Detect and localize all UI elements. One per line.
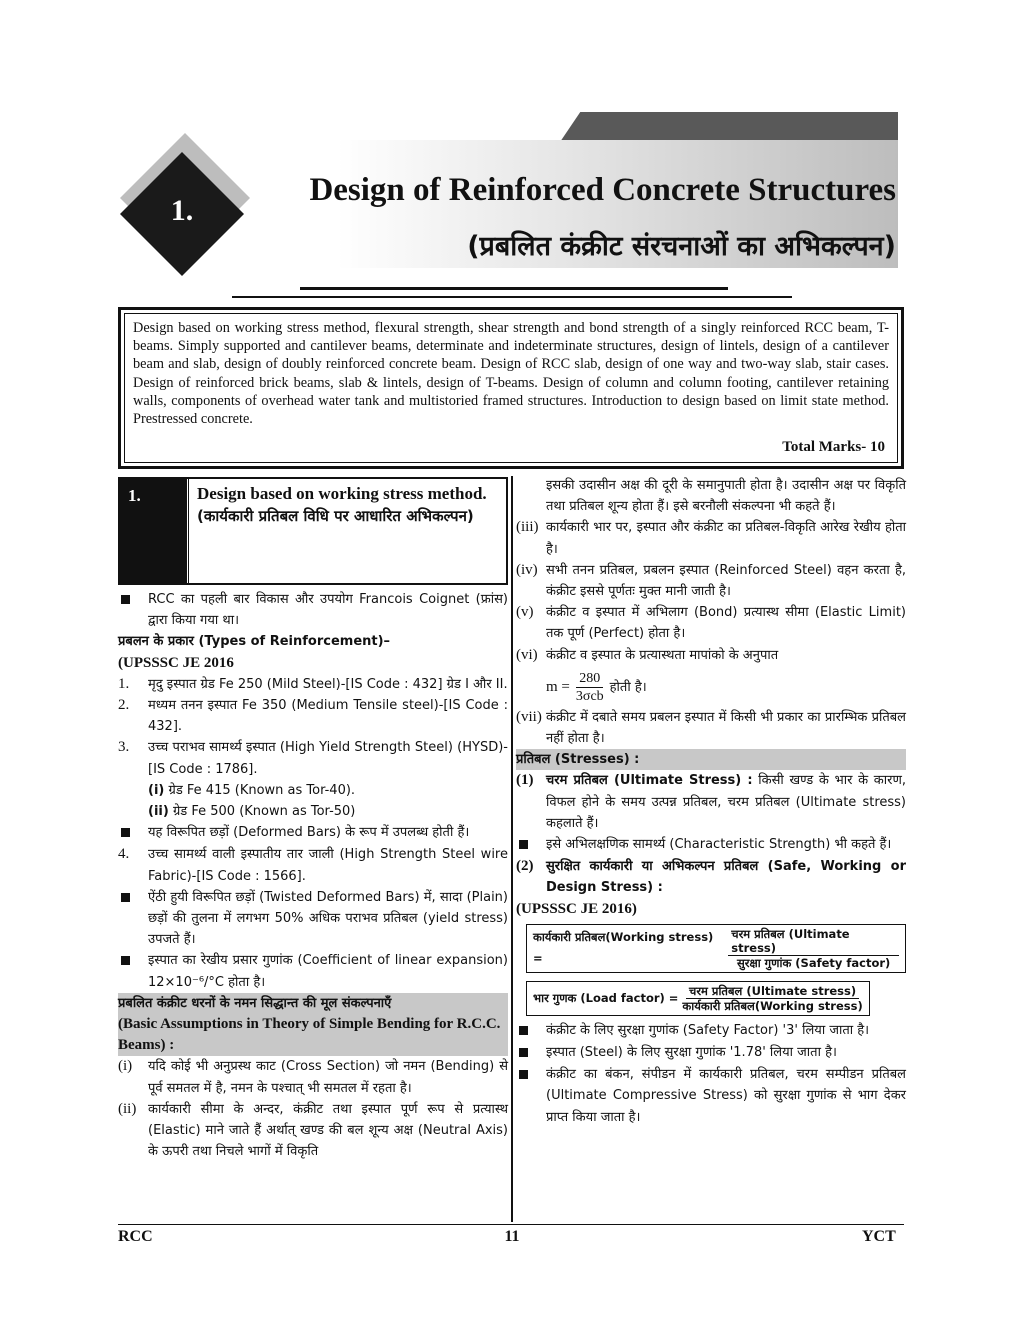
list-item: 3. उच्च पराभव सामर्थ्य इस्पात (High Yield Strength Steel) (HYSD)-[IS Code : 1786]. — [118, 739, 508, 777]
list-item: (iv) सभी तनन प्रतिबल, प्रबलन इस्पात (Reinforced Steel) वहन करता है, कंक्रीट इससे पूर्णतः मुक्त मानी जाती है। — [516, 561, 906, 600]
bullet-icon — [121, 828, 130, 837]
bullet-icon — [519, 1048, 528, 1057]
list-item: (ii) कार्यकारी सीमा के अन्दर, कंक्रीट तथा इस्पात पूर्ण रूप से प्रत्यास्थ (Elastic) माने जाते हैं अर्थात् खण्ड की बल शून्य अक्ष (Neutral Axis) के ऊपरी तथा निचले भागों में विकृति — [118, 1100, 508, 1160]
bullet-icon — [519, 1026, 528, 1035]
bullet-icon — [121, 595, 130, 604]
column-divider — [511, 476, 513, 1222]
list-item: (vii) कंक्रीट में दबाते समय प्रबलन इस्पात में किसी भी प्रकार का प्रारम्भिक प्रतिबल नहीं होता है। — [516, 708, 906, 747]
bullet-item: कंक्रीट के लिए सुरक्षा गुणांक (Safety Factor) '3' लिया जाता है। — [516, 1020, 906, 1042]
list-item: (2) सुरक्षित कार्यकारी या अभिकल्पन प्रतिबल (Safe, Working or Design Stress) : — [516, 858, 906, 896]
exam-reference: (UPSSSC JE 2016) — [516, 900, 637, 917]
modular-ratio-formula: m = $\frac{280}{\text{3σcb}}$ होती है। — [546, 670, 647, 704]
continued-text: इसकी उदासीन अक्ष की दूरी के समानुपाती होता है। उदासीन अक्ष पर विकृति तथा प्रतिबल शून्य होता हैं। इसे बरनौली संकल्पना भी कहते हैं। — [546, 478, 906, 515]
bullet-icon — [121, 893, 130, 902]
list-item: (i) यदि कोई भी अनुप्रस्थ काट (Cross Section) जो नमन (Bending) से पूर्व समतल में है, नमन के पश्चात् भी समतल में रहता है। — [118, 1058, 508, 1096]
bullet-item: इस्पात का रेखीय प्रसार गुणांक (Coefficient of linear expansion) 12×10⁻⁶/°C होता है। — [118, 950, 508, 992]
shaded-heading: प्रबलित कंक्रीट धरनों के नमन सिद्धान्त की मूल संकल्पनाएँ (Basic Assumptions in Theory of Simple Bending for R.C.C. Beams) : — [118, 993, 508, 1057]
chapter-title-hi: (प्रबलित कंक्रीट संरचनाओं का अभिकल्पन) — [467, 231, 896, 262]
exam-reference: (UPSSSC JE 2016 — [118, 654, 234, 671]
header-rule — [300, 287, 728, 290]
header-rule — [232, 296, 792, 298]
section-number: 1. — [120, 479, 186, 583]
header-stripe — [560, 112, 898, 142]
page-number: 11 — [504, 1228, 520, 1245]
syllabus-box — [124, 313, 898, 463]
bullet-item: RCC का पहली बार विकास और उपयोग Francois Coignet (फ्रांस) द्वारा किया गया था। — [118, 589, 508, 631]
chapter-number: 1. — [170, 194, 194, 227]
chapter-title-en: Design of Reinforced Concrete Structures — [309, 172, 896, 208]
footer-left: RCC — [118, 1228, 153, 1245]
list-item: (v) कंक्रीट व इस्पात में अभिलाग (Bond) प्रत्यास्थ सीमा (Elastic Limit) तक पूर्ण (Perfect) होता है। — [516, 604, 906, 642]
right-column — [516, 475, 906, 1128]
bullet-item: इस्पात (Steel) के लिए सुरक्षा गुणांक '1.78' लिया जाता है। — [516, 1042, 906, 1064]
list-item: 4. उच्च सामर्थ्य वाली इस्पातीय तार जाली (High Strength Steel wire Fabric)-[IS Code : 1566]. — [118, 846, 508, 884]
shaded-heading: प्रतिबल (Stresses) : — [516, 749, 906, 770]
bullet-item: ऐंठी हुयी विरूपित छड़ों (Twisted Deformed Bars) में, सादा (Plain) छड़ों की तुलना में लगभग 50% अधिक पराभव प्रतिबल (yield stress) उपजते हैं। — [118, 887, 508, 951]
section-title-hi: (कार्यकारी प्रतिबल विधि पर आधारित अभिकल्पन) — [197, 507, 474, 525]
bullet-item: कंक्रीट का बंकन, संपीडन में कार्यकारी प्रतिबल, चरम सम्पीडन प्रतिबल (Ultimate Compressive Stress) को सुरक्षा गुणांक से भाग देकर प्राप्त किया जाता है। — [516, 1064, 906, 1128]
load-factor-formula: भार गुणक (Load factor) = $\frac{\text{चरम प्रतिबल (Ultimate stress)}}{\text{कार्यकारी प्रतिबल(Working stress)}}$ — [526, 981, 870, 1016]
working-stress-formula: कार्यकारी प्रतिबल(Working stress) = $\frac{\text{चरम प्रतिबल (Ultimate stress)}}{\text{सुरक्षा गुणांक (Safety factor)}}$ — [526, 924, 906, 973]
list-item: 2. मध्यम तनन इस्पात Fe 350 (Medium Tensile steel)-[IS Code : 432]. — [118, 697, 508, 735]
bullet-item: यह विरूपित छड़ों (Deformed Bars) के रूप में उपलब्ध होती हैं। — [118, 822, 508, 844]
sub-list-item: (ii) ग्रेड Fe 500 (Known as Tor-50) — [148, 804, 356, 820]
bullet-item: इसे अभिलक्षणिक सामर्थ्य (Characteristic Strength) भी कहते हैं। — [516, 834, 906, 856]
syllabus-text: Design based on working stress method, flexural strength, shear strength and bond strength of a singly reinforced RCC beam, T-beams. Simply supported and cantilever beams, determinate and indeterminate structures, design of lintels, design of a cantilever beam and slab, design of doubly reinforced concrete beam. Design of RCC slab, design of one way and two-way slab, stair cases. Design of reinforced brick beams, slab & lintels, design of T-beams. Design of column and column footing, cantilever retaining walls, components of overhead water tank and multistoried framed structures. Introduction to design based on limit state method. Prestressed concrete. — [133, 320, 889, 428]
sub-list-item: (i) ग्रेड Fe 415 (Known as Tor-40). — [148, 782, 356, 798]
list-item: (1) चरम प्रतिबल (Ultimate Stress) : किसी खण्ड के भार के कारण, विफल होने के समय उत्पन्न प्रतिबल, चरम प्रतिबल (Ultimate stress) कहलाते हैं। — [516, 772, 906, 831]
list-item: (vi) कंक्रीट व इस्पात के प्रत्यास्थता मापांको के अनुपात — [516, 646, 779, 663]
footer-right: YCT — [862, 1228, 896, 1245]
bullet-icon — [519, 1070, 528, 1079]
left-column — [118, 477, 508, 1162]
list-item: (iii) कार्यकारी भार पर, इस्पात और कंक्रीट का प्रतिबल-विकृति आरेख रेखीय होता है। — [516, 519, 906, 557]
section-title-en: Design based on working stress method. — [197, 484, 487, 503]
bullet-icon — [121, 956, 130, 965]
list-item: 1. मृदु इस्पात ग्रेड Fe 250 (Mild Steel)-[IS Code : 432] ग्रेड I और II. — [118, 675, 508, 692]
section-title — [186, 479, 506, 583]
footer-rule — [118, 1224, 904, 1225]
bullet-icon — [519, 840, 528, 849]
subheading: प्रबलन के प्रकार (Types of Reinforcement)– — [118, 634, 391, 650]
total-marks: Total Marks- 10 — [782, 438, 885, 455]
section-header — [118, 477, 508, 585]
